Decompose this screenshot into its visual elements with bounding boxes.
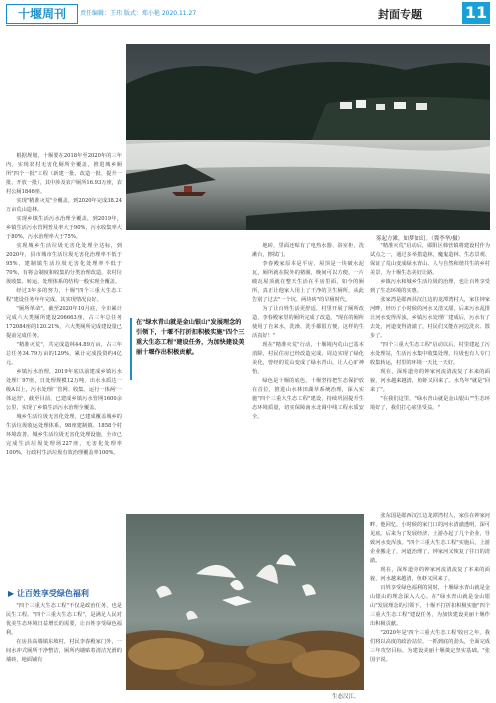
egrets-river-photo: [126, 514, 364, 690]
paragraph: 现在"精准灭荒"行动，十堰境内荒山已基本消除，村民住房已经改造完成，周边实现了绿化美化，曾经的荒山变成了绿水青山，让人心旷神怡。: [252, 342, 364, 375]
egrets-image: [126, 514, 364, 690]
top-photo-caption: 雾起方滩，如梦如幻。（冀李华/摄）: [376, 236, 464, 242]
paragraph: 经过3年多的努力，十堰"四个三重大生态工程"建设任务年年完成，其实现情况良好。: [6, 288, 122, 303]
paragraph: 现在，深库道旁的钟家河流清流复了本来的面貌，河水越来越清，鱼虾又回来了。水鸟年"就是"回来了"。: [370, 369, 490, 393]
paragraph: 在房县高墙镇东坡村，村民李春殿家门外，一间水冲式厕所干净整洁，厕所内墙贴着清洁光滑的墙砖，地面铺有: [6, 639, 122, 663]
sub-heading: ▶ 让百姓享受绿色福利: [8, 589, 89, 598]
paragraph: 乡镇污水治理，2019年底以前建成乡镇污水处理厂97座，日处理规模12万吨，出水水质达一级A以上，污水处理厂管网、收集、运行一体两'一体运营'，截至目前，已建成乡镇污水管网1600余公里，实现了乡镇生活污水治理全覆盖。: [6, 369, 122, 411]
paragraph: 张东国是郧西汉江边龙潭湾村人，家住在钟家河畔，他回忆，小时候的家门口的河水清澈透明，深可见底。后来为了发展经济，上游办起了几个企业，导致河水变浑浊。"四个三重大生态工程"实施后，上游企业搬走了，河道治理了，钟家河又恢复了往日的清澈。: [370, 513, 490, 564]
paragraph: 乡镇污水和城乡生活垃圾的治理，也让百姓享受到了生态环境的实惠。: [370, 279, 490, 294]
article-column-1-continued: [6, 602, 122, 700]
paragraph: 实现"精准灭荒"全覆盖，到2020年完成38.24万亩荒山造林。: [6, 198, 122, 213]
paragraph: 实现乡镇生活污水治理全覆盖，到2019年，乡镇生活污水管网普及率大于90%，污水收集率大于80%，污水治理率大于75%。: [6, 216, 122, 240]
misty-lake-image: [126, 44, 490, 230]
paragraph: 现在，深库道旁的钟家河流清流复了本来的面貌，河水越来越清，鱼虾又回来了。: [370, 567, 490, 582]
header-rule: [6, 25, 490, 26]
page-number: 11: [462, 2, 490, 24]
paragraph: 张家湾是郧西县汉江边的龙潭湾村人，家住钟家河畔，经历了小时候的河水又清又甜，后来污水乱排让河水变得浑浊。乡镇污水处理厂建成后，污水有了去处，河道变得清澈了，村民们又能在河边洗衣、散步了。: [370, 297, 490, 339]
masthead-logo: 十堰周刊: [6, 4, 78, 24]
article-column-2: [252, 242, 364, 506]
editor-credits: 责任编辑：王玮 版式：郑小艳 2020.11.27: [80, 10, 197, 17]
pull-quote: 在"绿水青山就是金山银山"发展理念的引领下，十堰不打折扣积极实施"四个三重大生态工程"建设任务，为加快建设美丽十堰作出积极贡献。: [136, 319, 245, 356]
paragraph: "精准灭荒"启动后，郧阳区韩营镇将建设村作为试点之一，通过多举措造林，魔鬼造林、生态景观、保证了荒山变成绿水青山、人与自然和谐共生的乡村美景，为十堰生态美好让路。: [370, 243, 490, 276]
paragraph: 实现城乡生活垃圾无害化处理全达标，到2020年，县市城市生活垃圾无害化治理率不低于95%，建制镇生活垃圾无害化处理率不低于70%，有将会制度和收集的分类治理改造，农村垃圾收集、转运、处理体系的结构一般实现全覆盖。: [6, 243, 122, 285]
paragraph: 李春殿家原本是平房，屋顶是一块破水泥瓦，厕所就在院外的猪圈，晚间可以方便。一片破瓦屋顶就在整天生活在平房里面，如今的厕所，真正让他家人用上了干净的卫生厕所，从此告别了过去"一个坑、两块砖"的旱厕时代。: [252, 261, 364, 303]
paragraph: "精准灭荒"，共完成造林44.89万亩，占三年总任务34.79万亩的129%，累计完成投资约4亿元。: [6, 342, 122, 366]
paragraph: 百姓享受绿色福利的同时，十堰绿水青山就是金山银山的理念深入人心。在"绿水青山就是金山银山"发展理念的引领下，十堰不打折扣积极实施"四个三重大生态工程"建设任务，为加快建设美丽十堰作出积极贡献。: [370, 585, 490, 627]
bottom-photo-caption: 生态汉江。: [332, 694, 360, 700]
article-column-4: [370, 512, 490, 696]
paragraph: 城乡生活垃圾无害化处理，已建成覆盖城乡的生活垃圾收运处理体系，98座建制镇、1858个村环境改善，城乡生活垃圾无害化处理设施，全市已完成生活垃圾处理场227座，无害化处理率100%，行政村生活垃圾有效治理覆盖率100%。: [6, 414, 122, 456]
paragraph: 为了让百姓生活更舒适，村里开展了厕所改造，李春殿家里的厕所完成了改造。"现在的厕所使用了自来水，洗澡、洗手都很方便，这样的生活真好！": [252, 306, 364, 339]
paragraph: 根据规划，十堰要在2018年至2020年的三年内，实现农村无害化厕所全覆盖，推进城乡厕所"四个一批"工程（新建一批、改造一批、提升一批、开放一批），其中涉及农户厕所16.93万座，农村公厕1846座。: [6, 153, 122, 195]
paragraph: "四个三重大生态工程"不仅是政治任务，也是民生工程。"四个三重大生态工程"，是满足人民对优美生态环境日益增长的需要，让百姓享受绿色福利。: [6, 603, 122, 636]
article-column-3: [370, 242, 490, 506]
article-column-1: [6, 152, 122, 582]
paragraph: "厕所革命"，截至2020年10月底，全市累计完成六大类厕所建设206663座，占三年总任务172084座的120.21%，六大类厕所完成建设量已提前完成任务。: [6, 306, 122, 339]
paragraph: 绿色是十堰的底色，十堰坚持把生态保护放在首位，推进山水林田湖草系统治理，深入实施"四个三重大生态工程"建设，持续巩固提升生态环境质量，切实保障南水北调中线工程水质安全。: [252, 378, 364, 420]
paragraph: "在我们这里，"绿水青山就是金山银山""生态环境好了，我们打心底里受益。": [370, 396, 490, 411]
paragraph: 地砖，里面还贴有了电热水器、浴室柜，洗漱台，擦拭门。: [252, 243, 364, 258]
paragraph: "四个三重大生态工程"启动以后，村里建起了污水处理站，生活污水集中收集处理，垃圾也有人专门收集转运，村里的环境一天比一天好。: [370, 342, 490, 366]
section-title: 封面专题: [378, 8, 422, 21]
pull-quote-bar: [130, 318, 132, 380]
paragraph: "2020年是'四个三重大生态工程'收官之年。我们将以高度的政治站位、一抓到底的劲头，全面完成三年攻坚目标，为建设美丽十堰奠定坚实基础。"张国宇说。: [370, 630, 490, 663]
misty-lake-photo: [126, 44, 490, 230]
